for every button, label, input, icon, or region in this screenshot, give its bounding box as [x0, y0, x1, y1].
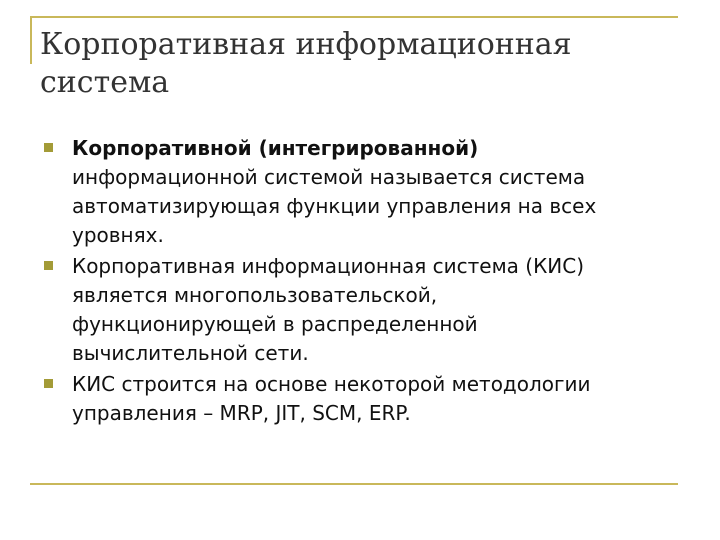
bullet-item-2	[40, 252, 680, 368]
bullet-2-line-3: функционирующей в распределенной	[72, 312, 478, 336]
bottom-divider	[30, 483, 678, 485]
bullet-2-line-1: Корпоративная информационная система (КИС)	[72, 254, 585, 278]
square-bullet-icon	[44, 379, 53, 388]
top-divider	[30, 16, 678, 18]
bullet-2-line-4: вычислительной сети.	[72, 341, 309, 365]
bullet-2-line-2: является многопользовательской,	[72, 283, 438, 307]
bullet-item-3	[40, 370, 680, 428]
title-line-1: Корпоративная информационная	[40, 27, 572, 62]
bullet-list	[40, 134, 680, 430]
title-line-2: система	[40, 65, 170, 100]
bullet-1-line-3: автоматизирующая функции управления на всех	[72, 194, 597, 218]
bullet-item-1	[40, 134, 680, 250]
bullet-3-line-2: управления – MRP, JIT, SCM, ERP.	[72, 401, 411, 425]
bullet-1-line-1: Корпоративной (интегрированной)	[72, 136, 479, 160]
slide-title	[40, 26, 680, 102]
bullet-1-line-2: информационной системой называется система	[72, 165, 586, 189]
bullet-1-line-4: уровнях.	[72, 223, 164, 247]
square-bullet-icon	[44, 261, 53, 270]
left-divider	[30, 16, 32, 64]
square-bullet-icon	[44, 143, 53, 152]
bullet-3-line-1: КИС строится на основе некоторой методологии	[72, 372, 591, 396]
